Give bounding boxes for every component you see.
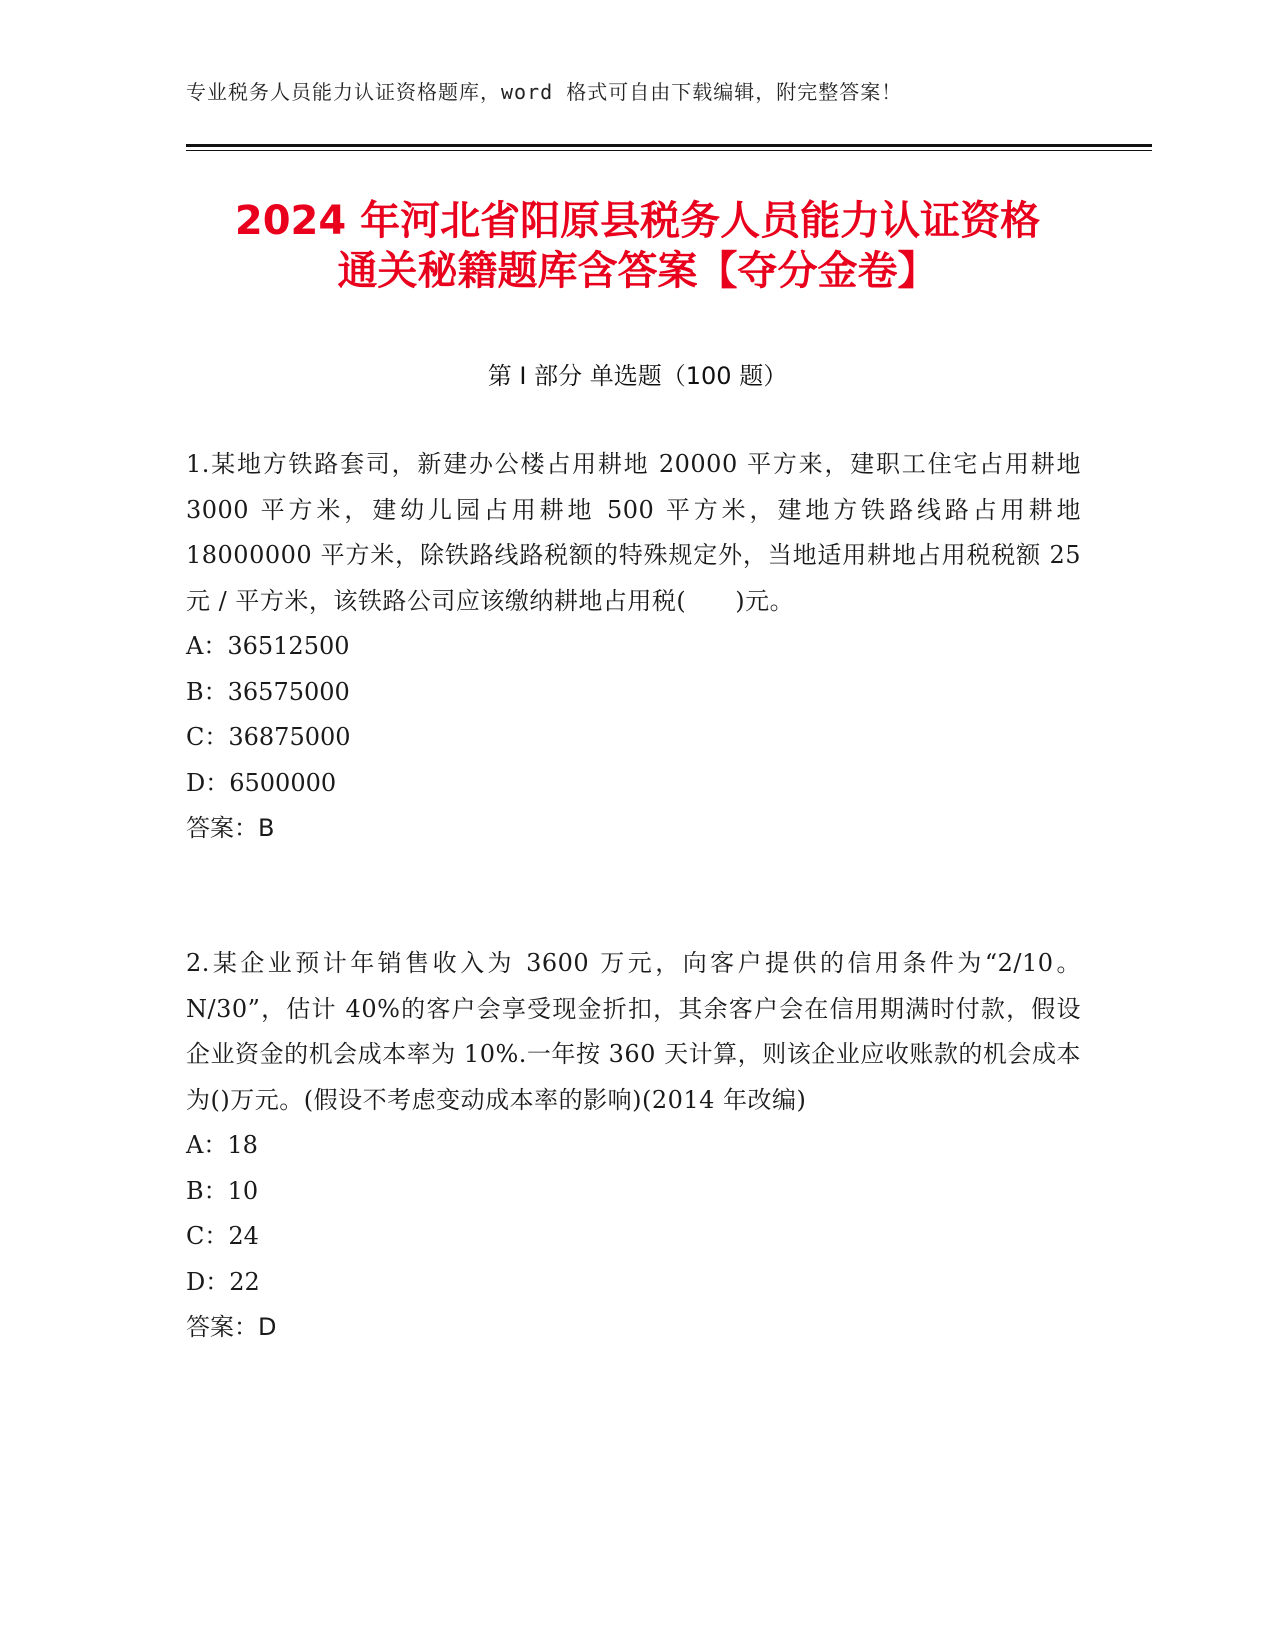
answer: 答案：D (186, 1313, 277, 1341)
option-value: 36875000 (228, 723, 351, 751)
option-value: 36575000 (227, 677, 350, 706)
question-text: 1.某地方铁路套司，新建办公楼占用耕地 20000 平方来，建职工住宅占用耕地 3000 平方米，建幼儿园占用耕地 500 平方米，建地方铁路线路占用耕地 18000000 平方米，除铁路线路税额的特殊规定外，当地适用耕地占用税税额 25 元 / 平方米，该铁路公司应该缴纳耕地占用税( )元。 (186, 450, 1081, 615)
option-value: 6500000 (229, 768, 337, 797)
option-value: 18 (227, 1131, 258, 1159)
option-b (186, 670, 1081, 716)
option-letter: B： (186, 677, 228, 706)
option-a (186, 1123, 1081, 1169)
header-divider (186, 144, 1152, 147)
option-value: 10 (227, 1176, 259, 1205)
option-a (186, 624, 1081, 670)
question-text: 2.某企业预计年销售收入为 3600 万元，向客户提供的信用条件为“2/10。N/30”，估计 40%的客户会享受现金折扣，其余客户会在信用期满时付款，假设企业资金的机会成本率为 10%.一年按 360 天计算，则该企业应收账款的机会成本为()万元。(假设不考虑变动成本率的影响)(2014 年改编) (186, 949, 1081, 1114)
option-d (186, 761, 1081, 807)
option-value: 24 (228, 1222, 259, 1250)
header-divider-thin (186, 150, 1152, 151)
option-value: 22 (229, 1267, 260, 1296)
document-title (186, 196, 1089, 296)
title-line-2: 通关秘籍题库含答案【夺分金卷】 (337, 248, 938, 294)
option-letter: B： (186, 1176, 228, 1205)
option-b (186, 1169, 1081, 1215)
option-letter: C： (186, 723, 229, 751)
option-d (186, 1260, 1081, 1306)
option-letter: A： (186, 632, 228, 660)
option-letter: D： (186, 1267, 230, 1296)
header-note: 专业税务人员能力认证资格题库，word 格式可自由下载编辑，附完整答案！ (186, 80, 903, 104)
option-c (186, 1214, 1081, 1260)
answer: 答案：B (186, 814, 275, 842)
option-letter: A： (186, 1131, 228, 1159)
option-c (186, 715, 1081, 761)
option-letter: D： (186, 768, 230, 797)
option-value: 36512500 (227, 632, 350, 660)
title-line-1: 2024 年河北省阳原县税务人员能力认证资格 (234, 198, 1041, 244)
question-2 (186, 941, 1081, 1351)
section-heading: 第 I 部分 单选题（100 题） (487, 362, 788, 390)
question-1 (186, 442, 1081, 852)
option-letter: C： (186, 1222, 229, 1250)
